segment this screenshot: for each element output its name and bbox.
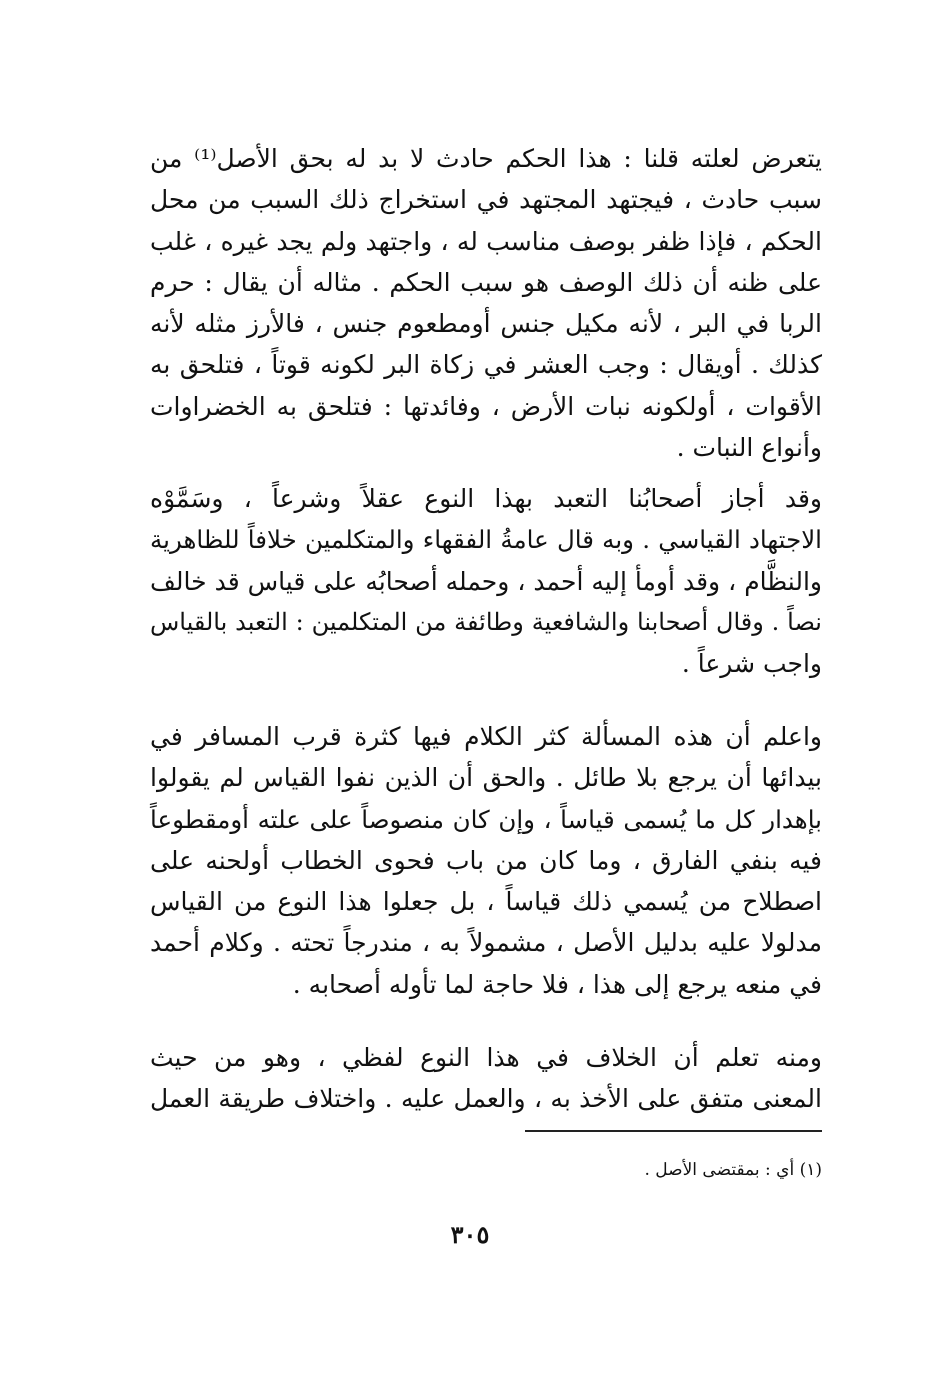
paragraph-3 xyxy=(150,716,822,1005)
text-line: والنظَّام ، وقد أومأ إليه أحمد ، وحمله أصحابُه على قياس قد خالف xyxy=(150,566,822,596)
text-line: الأقوات ، أولكونه نبات الأرض ، وفائدتها : فتلحق به الخضراوات xyxy=(150,391,822,421)
footnote: (١) أي : بمقتضى الأصل . xyxy=(644,1160,822,1180)
text-line: يتعرض لعلته قلنا : هذا الحكم حادث لا بد له بحق الأصل⁽¹⁾ من xyxy=(150,144,822,173)
paragraph-1 xyxy=(150,138,822,468)
text-line: الاجتهاد القياسي . وبه قال عامةُ الفقهاء والمتكلمين خلافاً للظاهرية xyxy=(150,525,822,555)
text-line: بيدائها أن يرجع بلا طائل . والحق أن الذين نفوا القياس لم يقولوا xyxy=(150,763,822,793)
text-line: اصطلاح من يُسمي ذلك قياساً ، بل جعلوا هذا النوع من القياس xyxy=(150,887,822,917)
text-line: واجب شرعاً . xyxy=(681,649,822,679)
text-line: وأنواع النبات . xyxy=(676,433,822,463)
paragraph-4 xyxy=(150,1037,822,1120)
text-line: وقد أجاز أصحابُنا التعبد بهذا النوع عقلاً وشرعاً ، وسَمَّوْه xyxy=(150,484,822,513)
page-number: ٣٠٥ xyxy=(450,1220,490,1249)
footnote-divider xyxy=(525,1130,822,1132)
text-line: واعلم أن هذه المسألة كثر الكلام فيها كثرة قرب المسافر في xyxy=(150,722,822,751)
text-line: فيه بنفي الفارق ، وما كان من باب فحوى الخطاب أولحنه على xyxy=(150,845,822,875)
text-line: سبب حادث ، فيجتهد المجتهد في استخراج ذلك السبب من محل xyxy=(150,185,822,215)
text-line: على ظنه أن ذلك الوصف هو سبب الحكم . مثاله أن يقال : حرم xyxy=(150,267,822,297)
text-line: المعنى متفق على الأخذ به ، والعمل عليه . واختلاف طريقة العمل xyxy=(150,1084,822,1114)
text-line: الحكم ، فإذا ظفر بوصف مناسب له ، واجتهد ولم يجد غيره ، غلب xyxy=(150,226,822,256)
text-line: نصاً . وقال أصحابنا والشافعية وطائفة من المتكلمين : التعبد بالقياس xyxy=(150,607,822,636)
text-line: في منعه يرجع إلى هذا ، فلا حاجة لما تأوله أصحابه . xyxy=(292,969,822,999)
text-line: الربا في البر ، لأنه مكيل جنس أومطعوم جنس ، فالأرز مثله لأنه xyxy=(150,309,822,339)
text-line: كذلك . أويقال : وجب العشر في زكاة البر لكونه قوتاً ، فتلحق به xyxy=(150,350,822,380)
text-line: ومنه تعلم أن الخلاف في هذا النوع لفظي ، وهو من حيث xyxy=(150,1043,822,1072)
text-line: مدلولا عليه بدليل الأصل ، مشمولاً به ، مندرجاً تحته . وكلام أحمد xyxy=(150,928,822,958)
text-line: بإهدار كل ما يُسمى قياساً ، وإن كان منصوصاً على علته أومقطوعاً xyxy=(150,804,822,834)
paragraph-2 xyxy=(150,478,822,684)
